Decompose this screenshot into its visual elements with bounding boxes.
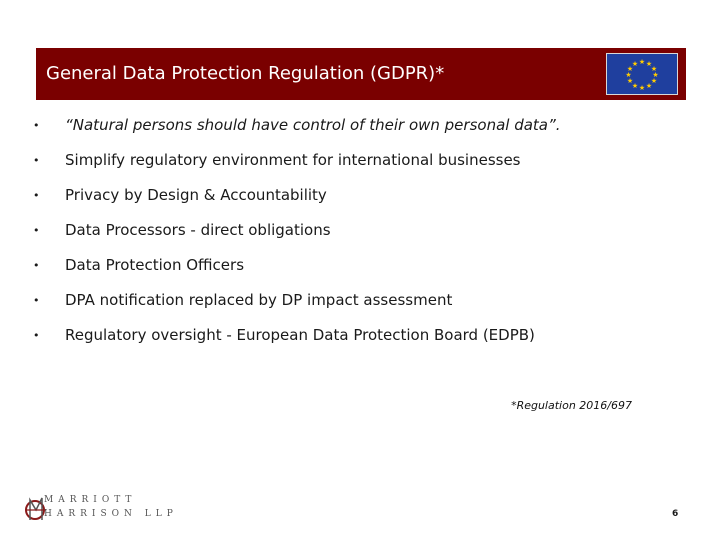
logo-text: MARRIOTT	[44, 495, 137, 505]
eu-flag-icon	[606, 53, 678, 95]
svg-text:★: ★	[645, 60, 653, 68]
bullet-marker: •	[33, 189, 40, 202]
firm-logo	[24, 490, 178, 524]
page-number: 6	[672, 509, 679, 519]
bullet-marker: •	[33, 294, 40, 307]
bullet-marker: •	[33, 259, 40, 272]
title-bar	[36, 48, 686, 100]
bullet-text: Data Protection Officers	[65, 256, 245, 274]
bullet-marker: •	[33, 119, 40, 132]
bullet-text: DPA notification replaced by DP impact assessment	[65, 291, 453, 309]
bullet-text: Regulatory oversight - European Data Protection Board (EDPB)	[65, 326, 535, 344]
svg-text:★: ★	[626, 65, 634, 73]
svg-text:★: ★	[645, 82, 653, 90]
bullet-text: Simplify regulatory environment for international businesses	[65, 151, 521, 169]
bullet-marker: •	[33, 154, 40, 167]
svg-text:★: ★	[631, 82, 639, 90]
svg-text:★: ★	[638, 84, 646, 92]
svg-text:★: ★	[650, 65, 658, 73]
svg-text:★: ★	[652, 71, 659, 79]
bullet-marker: •	[33, 224, 40, 237]
svg-text:★: ★	[638, 58, 646, 66]
bullet-marker: •	[33, 329, 40, 342]
bullet-text: Privacy by Design & Accountability	[65, 186, 327, 204]
svg-text:★: ★	[631, 60, 639, 68]
svg-text:★: ★	[625, 71, 632, 79]
logo-text: HARRISON LLP	[44, 509, 178, 519]
svg-text:★: ★	[626, 77, 634, 85]
bullet-text: “Natural persons should have control of their own personal data”.	[65, 116, 561, 134]
bullet-text: Data Processors - direct obligations	[65, 221, 331, 239]
svg-text:★: ★	[650, 77, 658, 85]
footnote: *Regulation 2016/697	[511, 399, 632, 412]
slide-title: General Data Protection Regulation (GDPR)*	[46, 63, 445, 84]
